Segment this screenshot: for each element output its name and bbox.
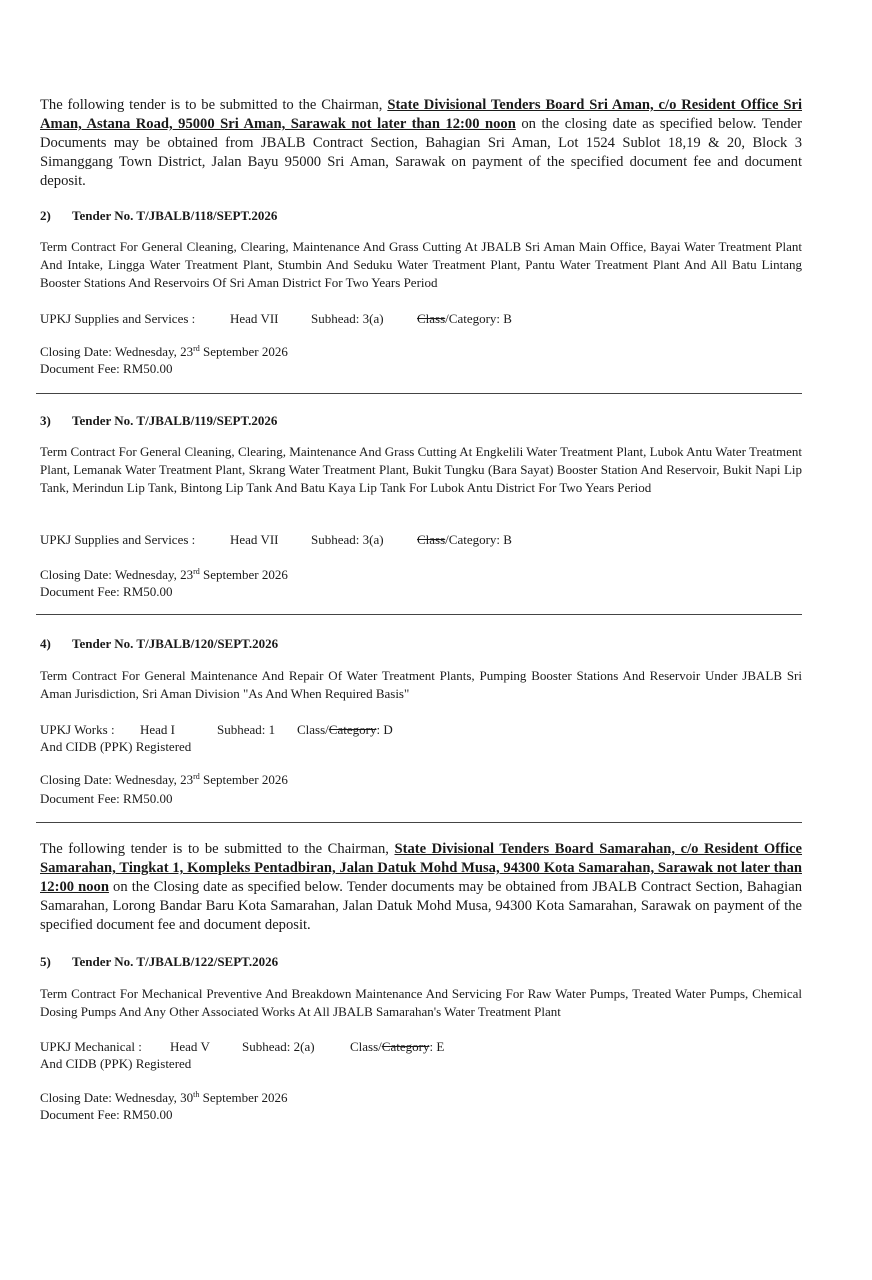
- tender-number-index: 3): [40, 413, 51, 428]
- closing-date: Closing Date: Wednesday, 23rd September 2026: [40, 344, 288, 359]
- upkj-label: UPKJ Mechanical :: [40, 1039, 142, 1054]
- tender-heading: [40, 208, 802, 224]
- tender-classification: [40, 721, 802, 738]
- tender-number-index: 5): [40, 954, 51, 969]
- tender-description: Term Contract For General Cleaning, Clearing, Maintenance And Grass Cutting At Engkelili Water Treatment Plant, Lubok Antu Water Treatment Plant, Lemanak Water Treatment Plant, Skrang Water Treatment Plant, Bukit Tungku (Bara Sayat) Booster Station And Reservoir, Bukit Napi Lip Tank, Merindun Lip Tank, Bintong Lip Tank And Batu Kaya Lip Tank For Lubok Antu District For Two Years Period: [40, 444, 802, 495]
- tender-heading: [40, 636, 802, 652]
- section-divider: [36, 614, 802, 615]
- head-value: Head V: [170, 1039, 210, 1054]
- subhead-value: Subhead: 3(a): [311, 311, 384, 326]
- cidb-registration: And CIDB (PPK) Registered: [40, 1056, 192, 1071]
- head-value: Head I: [140, 722, 176, 737]
- section-divider: [36, 393, 802, 394]
- closing-date: Closing Date: Wednesday, 30th September 2026: [40, 1090, 288, 1105]
- tender-classification: [40, 1038, 802, 1055]
- document-fee: Document Fee: RM50.00: [40, 791, 173, 806]
- document-fee: Document Fee: RM50.00: [40, 1107, 173, 1122]
- tender-description: Term Contract For Mechanical Preventive And Breakdown Maintenance And Servicing For Raw Water Pumps, Treated Water Pumps, Chemical Dosing Pumps And Any Other Associated Works At All JBALB Samarahan's Water Treatment Plant: [40, 986, 802, 1019]
- tender-description: Term Contract For General Maintenance And Repair Of Water Treatment Plants, Pumping Booster Stations And Reservoir Under JBALB Sri Aman Jurisdiction, Sri Aman Division "As And When Required Basis": [40, 668, 802, 701]
- head-value: Head VII: [230, 311, 279, 326]
- tender-number-index: 2): [40, 208, 51, 223]
- tender-number: Tender No. T/JBALB/118/SEPT.2026: [72, 208, 278, 223]
- upkj-label: UPKJ Supplies and Services :: [40, 532, 196, 547]
- document-fee: Document Fee: RM50.00: [40, 361, 173, 376]
- class-category: Class/Category: E: [350, 1039, 445, 1054]
- section-divider: [36, 822, 802, 823]
- tender-heading: [40, 954, 802, 970]
- subhead-value: Subhead: 3(a): [311, 532, 384, 547]
- tender-number: Tender No. T/JBALB/120/SEPT.2026: [72, 636, 279, 651]
- tender-number: Tender No. T/JBALB/122/SEPT.2026: [72, 954, 279, 969]
- class-category: Class/Category: B: [417, 532, 512, 547]
- intro-board-address: State Divisional Tenders Board Sri Aman, c/o Resident Office Sri Aman, Astana Road, 95000 Sri Aman, Sarawak not later than 12:00 noon: [40, 97, 803, 132]
- closing-date: Closing Date: Wednesday, 23rd September 2026: [40, 567, 288, 582]
- intro-sri-aman: [40, 96, 802, 191]
- tender-heading: [40, 413, 802, 429]
- intro-samarahan: [40, 840, 802, 935]
- tender-description: Term Contract For General Cleaning, Clearing, Maintenance And Grass Cutting At JBALB Sri Aman Main Office, Bayai Water Treatment Plant And Intake, Lingga Water Treatment Plant, Stumbin And Seduku Water Treatment Plant, Pantu Water Treatment Plant And All Batu Lintang Booster Stations And Reservoirs Of Sri Aman District For Two Years Period: [40, 239, 802, 290]
- subhead-value: Subhead: 1: [217, 722, 276, 737]
- intro-text: The following tender is to be submitted to the Chairman,: [40, 841, 395, 857]
- class-category: Class/Category: D: [297, 722, 393, 737]
- tender-classification: [40, 310, 802, 327]
- tender-number-index: 4): [40, 636, 51, 651]
- intro-text-rest: on the Closing date as specified below. Tender documents may be obtained from JBALB Contract Section, Bahagian Samarahan, Lorong Bandar Baru Kota Samarahan, Jalan Datuk Mohd Musa, 94300 Kota Samarahan, Sarawak on payment of the specified document fee and document deposit.: [40, 879, 802, 933]
- tender-number: Tender No. T/JBALB/119/SEPT.2026: [72, 413, 278, 428]
- closing-date: Closing Date: Wednesday, 23rd September 2026: [40, 772, 288, 787]
- intro-text-rest: on the closing date as specified below. Tender Documents may be obtained from JBALB Contract Section, Bahagian Sri Aman, Lot 1524 Sublot 18,19 & 20, Block 3 Simanggang Town District, Jalan Bayu 95000 Sri Aman, Sarawak on payment of the specified document fee and document deposit.: [40, 116, 802, 189]
- subhead-value: Subhead: 2(a): [242, 1039, 315, 1054]
- tender-classification: [40, 531, 802, 548]
- intro-text: The following tender is to be submitted to the Chairman,: [40, 97, 388, 113]
- upkj-label: UPKJ Works :: [40, 722, 115, 737]
- cidb-registration: And CIDB (PPK) Registered: [40, 739, 192, 754]
- upkj-label: UPKJ Supplies and Services :: [40, 311, 196, 326]
- document-fee: Document Fee: RM50.00: [40, 584, 173, 599]
- head-value: Head VII: [230, 532, 279, 547]
- intro-board-address: State Divisional Tenders Board Samarahan, c/o Resident Office Samarahan, Tingkat 1, Kompleks Pentadbiran, Jalan Datuk Mohd Musa, 94300 Kota Samarahan, Sarawak not later than 12:00 noon: [40, 841, 802, 895]
- class-category: Class/Category: B: [417, 311, 512, 326]
